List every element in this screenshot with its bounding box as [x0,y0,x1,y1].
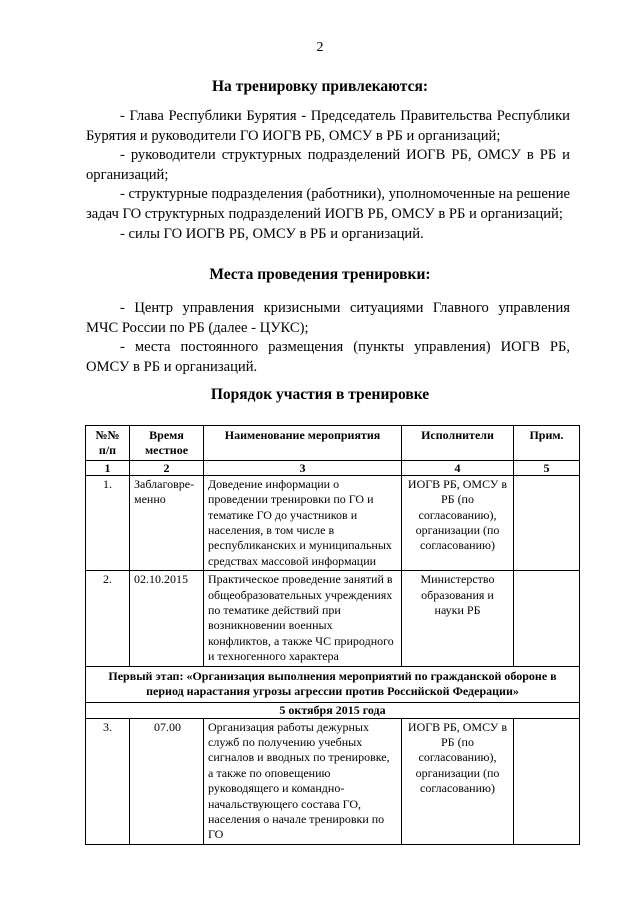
col-header-note: Прим. [514,426,580,461]
cell-exec: ИОГВ РБ, ОМСУ в РБ (по согласованию), организации (по согласованию) [402,475,514,570]
places-heading: Места проведения тренировки: [209,266,431,283]
order-table [85,425,580,845]
cell-note [514,718,580,844]
col-number: 5 [514,460,580,475]
col-header-num: №№ п/п [86,426,130,461]
cell-num: 3. [86,718,130,844]
cell-name: Практическое проведение занятий в общеобразовательных учреждениях по тематике действий при возникновении военных конфликтов, а также ЧС природного и техногенного характера [204,571,402,666]
cell-note [514,475,580,570]
table-row [86,475,580,570]
stage-title: Первый этап: «Организация выполнения мероприятий по гражданской обороне в период нарастания угрозы агрессии против Российской Федерации» [86,666,580,702]
places-item: - места постоянного размещения (пункты управления) ИОГВ РБ, ОМСУ в РБ и организаций. [86,339,570,375]
page-number: 2 [316,40,324,55]
stage-date: 5 октября 2015 года [86,702,580,718]
table-header-row [86,426,580,461]
involved-item: - руководители структурных подразделений ИОГВ РБ, ОМСУ в РБ и организаций; [86,147,570,183]
col-number: 1 [86,460,130,475]
involved-item: - Глава Республики Бурятия - Председатель Правительства Республики Бурятия и руководители ГО ИОГВ РБ, ОМСУ в РБ и организаций; [86,108,570,144]
col-number: 3 [204,460,402,475]
cell-time: 02.10.2015 [130,571,204,666]
table-row [86,718,580,844]
involved-item: - структурные подразделения (работники), уполномоченные на решение задач ГО структурных подразделений ИОГВ РБ, ОМСУ в РБ и организаций; [86,186,570,222]
col-header-exec: Исполнители [402,426,514,461]
col-number: 4 [402,460,514,475]
places-item: - Центр управления кризисными ситуациями Главного управления МЧС России по РБ (далее - ЦУКС); [86,300,570,336]
cell-name: Доведение информации о проведении тренировки по ГО и тематике ГО до участников и населения, в том числе в республиканских и муниципальных средствах массовой информации [204,475,402,570]
cell-exec: Министерство образования и науки РБ [402,571,514,666]
cell-num: 1. [86,475,130,570]
cell-note [514,571,580,666]
cell-time: 07.00 [130,718,204,844]
stage-date-row [86,702,580,718]
col-header-time: Время местное [130,426,204,461]
cell-name: Организация работы дежурных служб по получению учебных сигналов и вводных по тренировке, а также по оповещению руководящего и командно-начальствующего состава ГО, населения о начале тренировки по ГО [204,718,402,844]
order-heading: Порядок участия в тренировке [210,386,430,403]
col-number: 2 [130,460,204,475]
involved-item: - силы ГО ИОГВ РБ, ОМСУ в РБ и организаций. [120,225,424,242]
places-list [86,299,570,377]
cell-exec: ИОГВ РБ, ОМСУ в РБ (по согласованию), организации (по согласованию) [402,718,514,844]
cell-num: 2. [86,571,130,666]
stage-title-row [86,666,580,702]
col-header-name: Наименование мероприятия [204,426,402,461]
column-number-row [86,460,580,475]
involved-heading: На тренировку привлекаются: [211,78,429,95]
involved-list [86,107,570,244]
table-row [86,571,580,666]
cell-time: Заблаговре-менно [130,475,204,570]
